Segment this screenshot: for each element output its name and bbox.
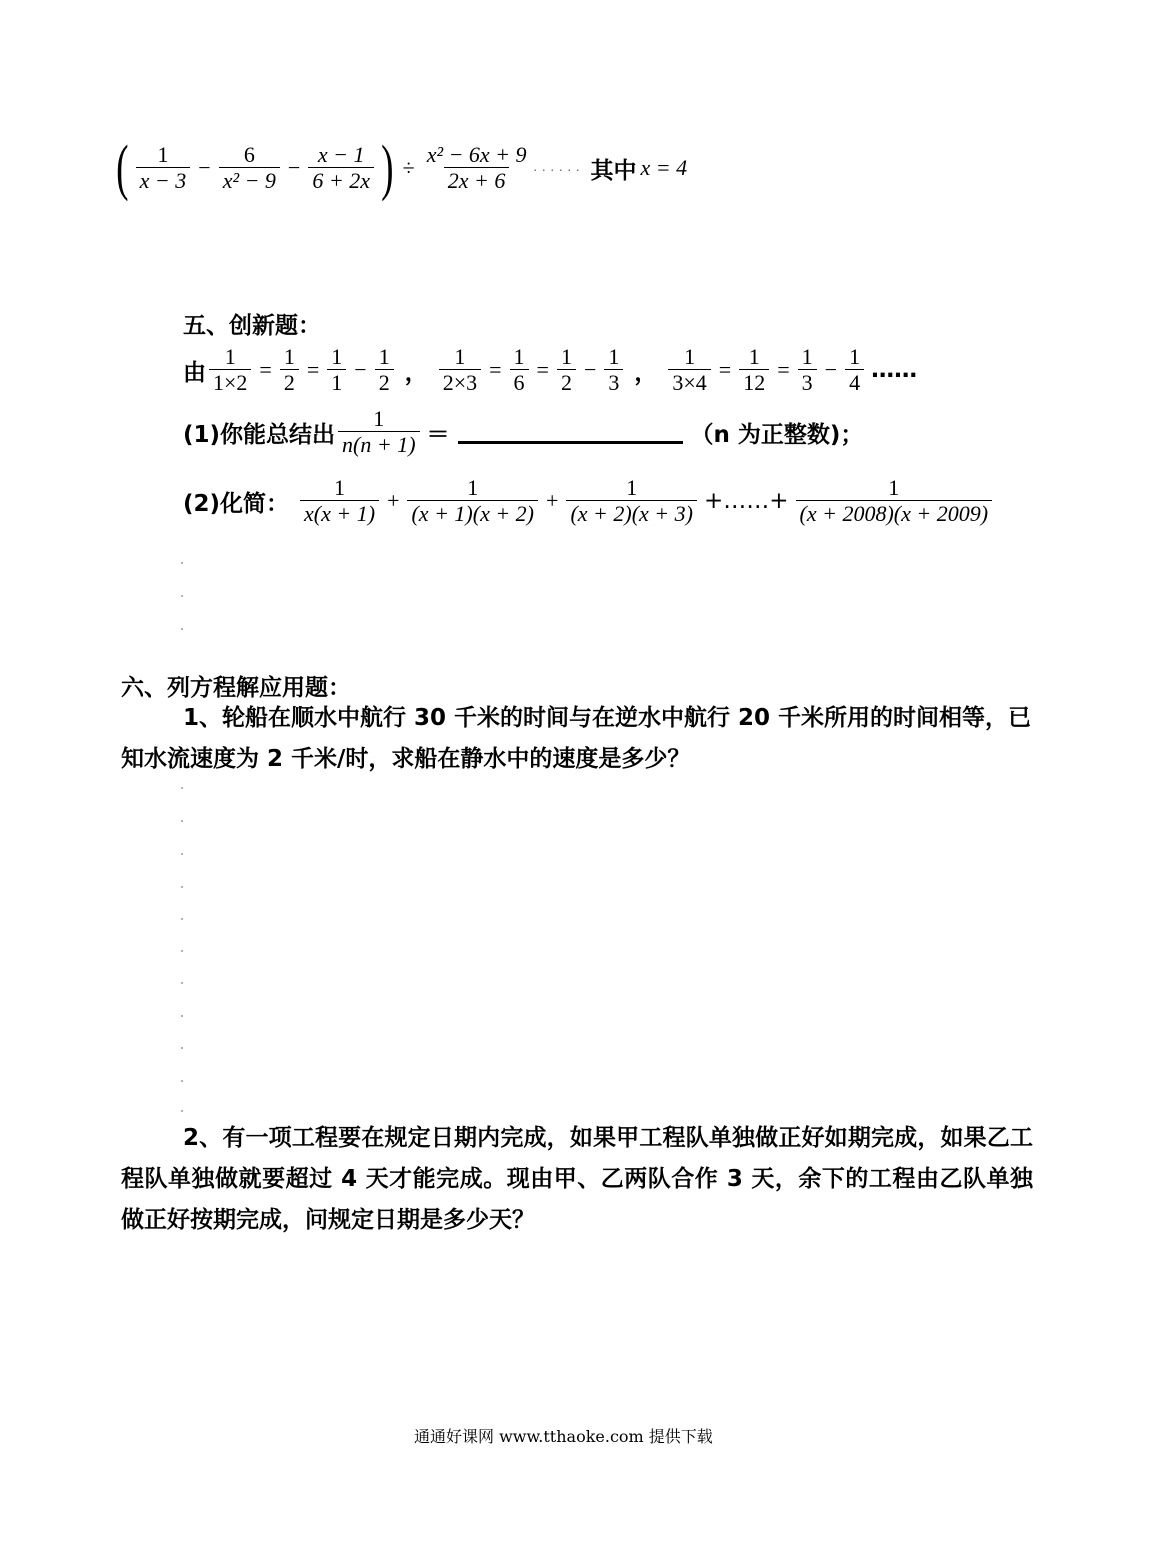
- question-1: (1)你能总结出 $\frac{1}{n(n + 1)}$ ＝ （n 为正整数)；: [183, 405, 864, 457]
- section-title-6: 六、列方程解应用题：: [121, 675, 351, 701]
- pattern-line: 由 $\frac{1}{1\times 2}$ = $\frac{1}{2}$ = $\frac{1}{1}$ − $\frac{1}{2}$ ， $\frac{1}{2\times 3}$ = $\frac{1}{6}$ = $\frac{1}{2}$ − $\frac{1}{3}$ ， $\frac{1}{3\times 4}$ = $\frac{1}{12}$ = $\frac{1}{3}$ − $\frac{1}{4}$ ……: [183, 343, 918, 395]
- problem-2: 2、有一项工程要在规定日期内完成，如果甲工程队单独做正好如期完成，如果乙工程队单独做就要超过 4 天才能完成。现由甲、乙两队合作 3 天，余下的工程由乙队单独做正好按期完成，问规定日期是多少天？: [121, 1125, 1033, 1233]
- fraction: $\frac{1}{n(n + 1)}$: [338, 406, 420, 459]
- problem-1: 1、轮船在顺水中航行 30 千米的时间与在逆水中航行 20 千米所用的时间相等，已知水流速度为 2 千米/时，求船在静水中的速度是多少？: [121, 705, 1032, 772]
- intro-text: 由: [183, 359, 206, 386]
- dot-leader: ......: [533, 160, 585, 175]
- where-label: 其中: [590, 157, 637, 184]
- fraction: $\frac{x - 1}{6 + 2x}$: [308, 142, 374, 195]
- fraction: $\frac{\text{x² − 6x + 9}}{2x + 6}$: [426, 141, 527, 193]
- question-2: (2)化简： $\frac{1}{x(x + 1)}$ + $\frac{1}{(x + 1)(x + 2)}$ + $\frac{1}{(x + 2)(x + 3)}$ +……+ $\frac{1}{(x + 2008)(x + 2009)}$: [183, 468, 995, 534]
- fraction: $\frac{1}{x - 3}$: [136, 142, 191, 195]
- section-title-5: 五、创新题：: [183, 313, 321, 339]
- footer-text: 通通好课网 www.tthaoke.com 提供下载: [414, 1427, 713, 1446]
- fraction: $\frac{6}{\text{x² − 9}}$: [219, 142, 280, 195]
- answer-blank[interactable]: [458, 421, 683, 444]
- where-value: x = 4: [640, 155, 688, 180]
- top-expression: ( $\frac{1}{x - 3}$ − $\frac{6}{\text{x² − 9}}$ − $\frac{x - 1}{6 + 2x}$ ) ÷ $\frac{\text{x² − 6x + 9}}{2x + 6}$ ...... 其中 x = 4: [116, 134, 688, 202]
- left-paren: (: [116, 134, 129, 202]
- right-paren: ): [381, 134, 394, 202]
